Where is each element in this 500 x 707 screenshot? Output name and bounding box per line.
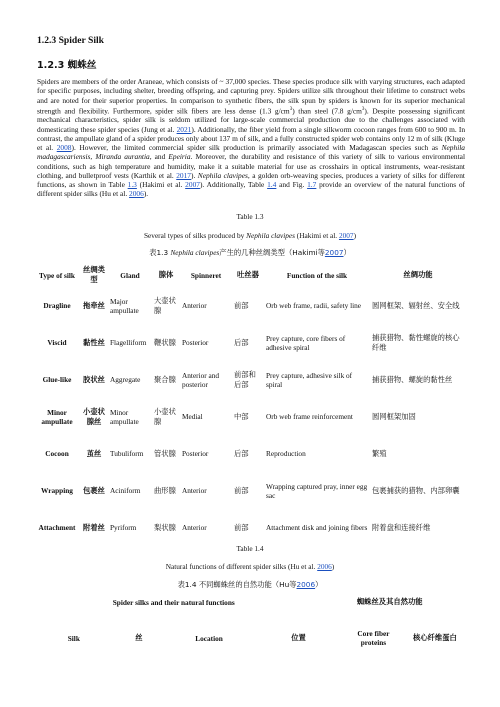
citation-link[interactable]: 2006 [296, 580, 316, 589]
caption-text: 表1.3 [149, 248, 171, 257]
table-row [34, 435, 466, 472]
table-cell: Aciniform [110, 486, 141, 495]
group-header-en: Spider silks and their natural functions [112, 597, 235, 607]
table-row [34, 287, 466, 324]
table-header-row [34, 263, 466, 287]
group-header-row [34, 596, 466, 608]
table-1-3-label: Table 1.3 [236, 212, 264, 221]
superscript: 3 [361, 106, 365, 112]
paragraph-segment: ). Additionally, the fiber yield from a single silkworm cocoon ranges from 600 to 900 m. In contrast, the ampullate gland of a spider produces only about 137 m of silk, and a fully constructed spider web contains only 12 m of silk (Kluge et al. [37, 124, 466, 153]
table-cell: Posterior [182, 338, 209, 347]
column-header: 核心纤维蛋白 [413, 633, 457, 642]
table-cell: Cocoon [45, 449, 69, 458]
natural-functions-table-columns [34, 622, 466, 654]
table-cell: 胶状丝 [83, 374, 105, 384]
citation-link[interactable]: 2006 [317, 562, 332, 571]
table-cell: Wrapping [41, 486, 73, 495]
citation-link[interactable]: 1.7 [307, 180, 317, 190]
table-row [34, 509, 466, 546]
caption-text: ） [343, 248, 351, 257]
table-row [34, 472, 466, 509]
table-cell: 管状腺 [154, 448, 176, 458]
species-name: Miranda aurantia [95, 152, 150, 162]
table-cell: Posterior [182, 449, 209, 458]
column-header: Function of the silk [286, 270, 348, 280]
section-heading-en: 1.2.3 Spider Silk [37, 35, 105, 46]
table-row [34, 361, 466, 398]
paragraph-segment: (Hakimi et al. [136, 180, 186, 190]
table-cell: 大壶状腺 [154, 295, 176, 315]
table-cell: 前部 [234, 300, 249, 310]
paragraph-segment: ) than steel (7.8 g/cm [292, 106, 362, 116]
table-cell: Flagelliform [110, 338, 147, 347]
table-1-3-caption-cn [37, 248, 463, 258]
paragraph-segment: ). [143, 189, 149, 199]
column-header: Spinneret [190, 270, 222, 280]
table-1-4-caption-cn [37, 580, 463, 590]
citation-link[interactable]: 2021 [176, 124, 192, 134]
column-header: 位置 [291, 633, 306, 642]
paragraph-segment: ). Despite possessing significant mechanical characteristics, spider silk is seldom utilized for large-scale commercial production due to the challenges associated with domesticating these spider species (Jung et al. [37, 106, 465, 134]
table-cell: Wrapping captured pray, inner egg sac [266, 481, 368, 500]
table-cell: 小壶状腺丝 [83, 406, 105, 426]
table-cell: Viscid [47, 338, 67, 347]
table-cell: 繁殖 [372, 448, 387, 458]
table-cell: 鞭状腺 [154, 337, 176, 347]
table-cell: 曲形腺 [154, 485, 176, 495]
caption-text: ) [353, 231, 356, 240]
table-cell: Aggregate [110, 375, 141, 384]
table-cell: Attachment [38, 523, 76, 532]
table-cell: 捕获猎物、螺旋的黏性丝 [372, 374, 453, 384]
table-cell: 包裹丝 [83, 485, 105, 495]
table-cell: 附着丝 [83, 522, 105, 532]
column-header: 丝绸功能 [403, 270, 433, 279]
citation-link[interactable]: 2008 [56, 143, 72, 153]
citation-link[interactable]: 1.4 [267, 180, 277, 190]
superscript: 3 [289, 106, 293, 112]
paragraph-segment: , and [149, 152, 169, 162]
table-cell: 中部 [234, 411, 249, 421]
table-cell: Prey capture, adhesive silk of spiral [266, 370, 353, 389]
column-header: 腺体 [158, 270, 174, 279]
column-header: Core fiber proteins [357, 629, 390, 647]
column-header: Type of silk [39, 270, 75, 280]
group-header-cn: 蜘蛛丝及其自然功能 [356, 597, 423, 606]
paragraph-segment: . Moreover, the durability and resistance of this variety of silk to various environmental conditions, such as high temperature and humidity, make it a suitable material for use as crosshairs in optical instruments, wear-resistant clothing, and bulletproof vests (Karthik et al. [37, 152, 465, 180]
table-cell: Medial [182, 412, 203, 421]
caption-species: Nephila clavipes [170, 248, 220, 257]
table-cell: Anterior [182, 486, 207, 495]
citation-link[interactable]: 2006 [129, 189, 144, 199]
caption-text: Natural functions of different spider silks (Hu et al. [165, 562, 318, 571]
table-cell: 黏性丝 [83, 337, 105, 347]
table-cell: Dragline [43, 301, 71, 310]
caption-text: Several types of silks produced by [144, 231, 247, 240]
citation-link[interactable]: 1.3 [127, 180, 137, 190]
paragraph-segment: , a golden orb-weaving species, produces a variety of silks for different functions, as shown in Table [37, 170, 465, 190]
paragraph-segment: ). Additionally, Table [199, 180, 268, 190]
citation-link[interactable]: 2017 [176, 170, 191, 180]
table-cell: 后部 [234, 337, 249, 347]
caption-text: 表1.4 不同蜘蛛丝的自然功能（Hu等 [177, 580, 297, 589]
paragraph-text [37, 77, 465, 199]
table-row [34, 398, 466, 435]
table-cell: 附着盘和连接纤维 [372, 522, 431, 532]
table-1-4-caption [37, 562, 463, 571]
species-name: Epeiria [168, 152, 191, 162]
column-header: 丝 [135, 633, 143, 642]
species-name: Nephila madagascariensis [37, 143, 465, 162]
column-header: Silk [67, 633, 80, 643]
paragraph-segment: Spiders are members of the order Araneae, which consists of ~ 37,000 species. These species produce silk with varying structures, each adapted for specific purposes, including shelter, breeding offspring, and capturing prey. Spiders utilize silk throughout their lifetime to construct webs and are noted for their superior properties. In comparison to synthetic fibers, the silk spun by spiders is known for its superior mechanical strength and flexibility. Furthermore, spider silk fibers are less dense (1.3 g/cm [37, 77, 465, 116]
column-header: 丝绸类型 [83, 265, 105, 284]
table-cell: 包裹捕获的猎物、内部卵囊 [372, 485, 460, 495]
table-cell: Orb web frame, radii, safety line [266, 301, 362, 310]
table-cell: Attachment disk and joining fibers [266, 523, 368, 532]
table-cell: Prey capture, core fibers of adhesive spiral [266, 333, 346, 352]
paragraph-segment: provide an overview of the natural functions of different spider silks (Hu et al. [37, 180, 466, 199]
body-paragraph [37, 77, 465, 199]
citation-link[interactable]: 2007 [324, 248, 344, 257]
table-cell: 捕获猎物、黏性螺旋的核心纤维 [372, 332, 460, 352]
table-cell: Anterior [182, 301, 207, 310]
table-cell: Major ampullate [110, 296, 139, 315]
table-1-3-caption [37, 231, 463, 240]
table-cell: 前部和后部 [234, 369, 256, 389]
table-cell: Orb web frame reinforcement [266, 412, 353, 421]
table-cell: 拖牵丝 [83, 300, 105, 310]
table-cell: 聚合腺 [154, 374, 176, 384]
table-cell: 茧丝 [86, 448, 102, 458]
table-cell: 圆网框架加固 [372, 411, 416, 421]
natural-functions-table-group-header [34, 596, 466, 608]
species-name: Nephila clavipes [197, 170, 248, 180]
caption-text: (Hakimi et al. [294, 231, 339, 240]
column-header: Location [195, 633, 223, 643]
paragraph-segment: and Fig. [276, 180, 308, 190]
table-cell: 小壶状腺 [154, 406, 176, 426]
table-cell: 圆网框架、辐射丝、安全线 [372, 300, 460, 310]
caption-text: 产生的几种丝绸类型（Hakimi等 [219, 248, 325, 257]
caption-text: ) [331, 562, 335, 571]
citation-link[interactable]: 2007 [185, 180, 200, 190]
paragraph-segment: ). However, the limited commercial spider silk production is primarily associated with Madagascan species such as [71, 143, 442, 153]
table-cell: 梨状腺 [154, 522, 176, 532]
column-header: Gland [120, 270, 140, 280]
table-cell: Pyriform [110, 523, 137, 532]
citation-link[interactable]: 2007 [338, 231, 354, 240]
column-header-row [34, 622, 466, 654]
table-cell: Anterior and posterior [182, 370, 220, 389]
table-cell: 前部 [234, 522, 249, 532]
paragraph-segment: ). [191, 170, 198, 180]
table-cell: Reproduction [266, 449, 306, 458]
table-cell: Anterior [182, 523, 207, 532]
table-cell: Glue-like [42, 375, 72, 384]
table-cell: Tubuliform [110, 449, 144, 458]
table-cell: Minor ampullate [41, 407, 73, 426]
section-heading-cn: 1.2.3 蜘蛛丝 [37, 60, 97, 71]
table-cell: 后部 [234, 448, 249, 458]
table-cell: Minor ampullate [110, 407, 139, 426]
silk-types-table [34, 263, 466, 546]
column-header: 吐丝器 [237, 270, 259, 279]
table-1-4-label: Table 1.4 [236, 544, 264, 553]
caption-text: ） [315, 580, 323, 589]
paragraph-segment: , [90, 152, 96, 162]
caption-species: Nephila clavipes [246, 231, 295, 240]
table-cell: 前部 [234, 485, 249, 495]
table-row [34, 324, 466, 361]
